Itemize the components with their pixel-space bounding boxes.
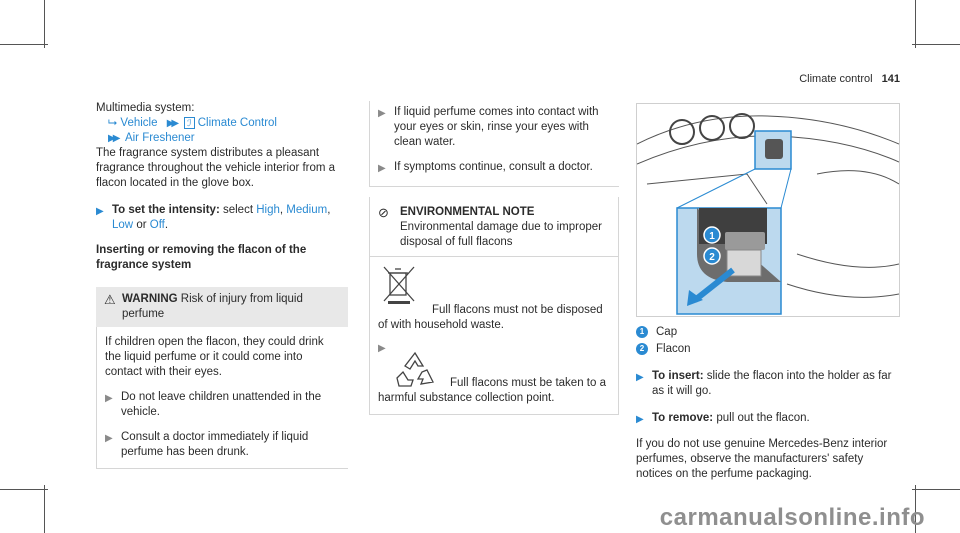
warning-body [96,327,348,469]
page-number: 141 [881,73,900,85]
step-label: To set the intensity: [112,204,220,216]
leaf-icon: ⊘ [378,205,389,220]
running-header [780,72,900,87]
column-3-text [636,325,898,482]
insert-step: ▶ To insert: slide the flacon into the holder as far as it will go. [636,370,892,397]
warning-label: WARNING [122,293,178,305]
step-triangle-icon: ▶ [378,343,386,354]
crop-mark [912,489,960,490]
column-1 [96,101,348,469]
step-triangle-icon: ▶ [378,163,386,174]
flacon-holder-illustration [637,104,899,316]
crop-mark [44,0,45,48]
section-title: Climate control [799,73,873,85]
menu-vehicle[interactable]: Vehicle [120,117,158,129]
environmental-header [370,197,618,256]
legend-number: 1 [636,326,648,338]
illustration [636,103,900,317]
option-low[interactable]: Low [112,219,134,231]
legend-label: Cap [656,326,678,338]
disposal-section [370,257,618,414]
legend-label: Flacon [656,343,691,355]
warning-continued [369,101,619,187]
insert-label: To insert: [652,370,704,382]
step-triangle-icon: ▶ [96,206,104,217]
warning-step-2: ▶ Consult a doctor immediately if liquid perfume has been drunk. [105,431,309,458]
warning-step-3: ▶ If liquid perfume comes into contact with your eyes or skin, rinse your eyes with clean water. [378,106,599,148]
legend-item-1 [636,325,898,340]
double-chevron-icon: ▶▶ [166,118,177,129]
option-off[interactable]: Off [149,219,165,231]
step-triangle-icon: ▶ [105,433,113,444]
intensity-step: ▶ To set the intensity: select High, Medium, Low or Off. [96,204,331,231]
callout-1: 1 [709,231,715,242]
section-heading: Inserting or removing the flacon of the fragrance system [96,244,307,271]
intro-text: The fragrance system distributes a pleasant fragrance throughout the vehicle interior from a flacon located in the glove box. [96,147,336,189]
warning-triangle-icon: ⚠ [104,292,116,307]
crop-mark [44,485,45,533]
crossed-bin-icon [382,265,416,305]
crop-mark [0,489,48,490]
menu-climate-control[interactable]: Climate Control [197,117,277,129]
option-medium[interactable]: Medium [286,204,328,216]
step-triangle-icon: ▶ [636,372,644,383]
menu-path-line-2 [96,131,348,146]
crop-mark [0,44,48,45]
warning-text: If children open the flacon, they could drink the liquid perfume or it could come into contact with their eyes. [105,336,324,378]
crop-mark [915,0,916,48]
column-2 [369,101,619,415]
environmental-label: ENVIRONMENTAL NOTE [400,206,535,218]
perfume-note: If you do not use genuine Mercedes-Benz interior perfumes, observe the manufacturers' safety notices on the perfume packaging. [636,438,888,480]
callout-2: 2 [709,252,715,263]
remove-step: ▶ To remove: pull out the flacon. [636,412,810,425]
warning-step-1: ▶ Do not leave children unattended in the vehicle. [105,391,322,418]
step-triangle-icon: ▶ [378,108,386,119]
menu-path-line-1 [96,116,348,131]
menu-air-freshener[interactable]: Air Freshener [124,132,195,144]
disposal-text: Full flacons must not be disposed of with household waste. [378,304,603,331]
climate-icon: ℐ [184,117,194,129]
warning-title: Risk of injury from liquid perfume [122,293,303,320]
remove-label: To remove: [652,412,714,424]
legend-item-2 [636,342,898,357]
step-triangle-icon: ▶ [105,393,113,404]
recycle-text: Full flacons must be taken to a harmful substance collection point. [378,377,606,404]
environmental-title: Environmental damage due to improper disposal of full flacons [400,221,603,248]
watermark: carmanualsonline.info [659,504,925,531]
option-high[interactable]: High [256,204,280,216]
step-triangle-icon: ▶ [636,414,644,425]
warning-step-4: ▶ If symptoms continue, consult a doctor. [378,161,593,174]
multimedia-label: Multimedia system: [96,102,195,114]
warning-header [96,287,348,327]
environmental-note [369,197,619,415]
double-chevron-icon: ▶▶ [108,133,118,144]
legend-number: 2 [636,343,648,355]
crop-mark [912,44,960,45]
return-arrow-icon: ⮡ [108,117,118,129]
